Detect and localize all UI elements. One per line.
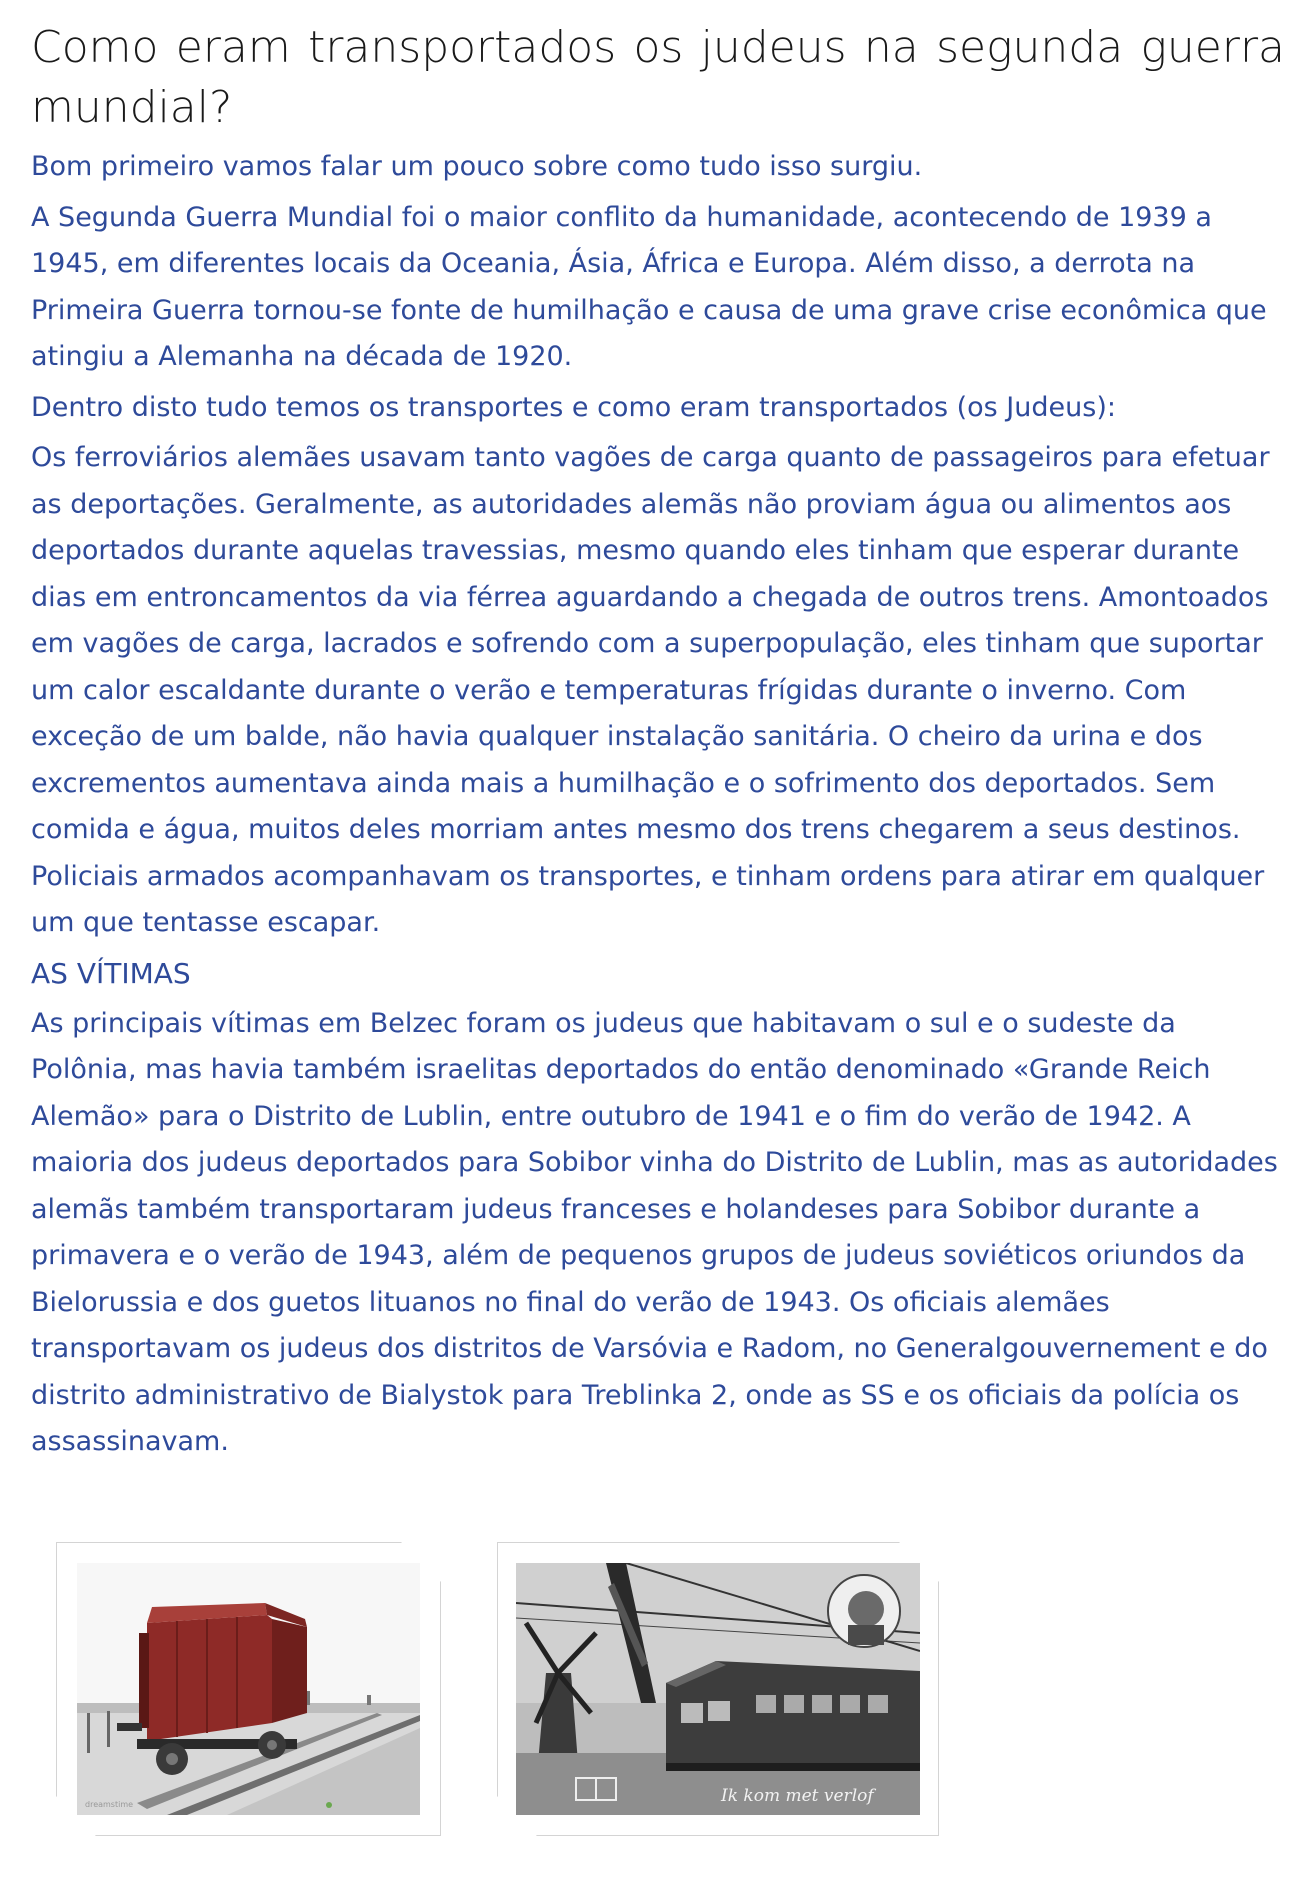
freight-wagon-photo: [56, 1542, 441, 1836]
intro-paragraph: Bom primeiro vamos falar um pouco sobre como tudo isso surgiu.: [31, 151, 923, 182]
photo-caption: Ik kom met verlof: [721, 1786, 874, 1806]
transport-intro-paragraph: Dentro disto tudo temos os transportes e como eram transportados (os Judeus):: [31, 391, 1116, 423]
victims-paragraph: As principais vítimas em Belzec foram os judeus que habitavam o sul e o sudeste da Polônia, mas havia também israelitas deportados do então denominado «Grande Reich Alemão» para o Distrito de Lublin, entre outubro de 1941 e o fim do verão de 1942. A maioria dos judeus deportados para Sobibor vinha do Distrito de Lublin, mas as autoridades alemãs também transportaram judeus franceses e holandeses para Sobibor durante a primavera e o verão de 1943, além de pequenos grupos de judeus soviéticos oriundos da Bielorussia e dos guetos lituanos no final do verão de 1943. Os oficiais alemães transportavam os judeus dos distritos de Varsóvia e Radom, no Generalgouvernement e do distrito administrativo de Bialystok para Treblinka 2, onde as SS e os oficiais da polícia os assassinavam.: [31, 1007, 1278, 1457]
victims-heading: AS VÍTIMAS: [31, 956, 191, 990]
context-paragraph: A Segunda Guerra Mundial foi o maior conflito da humanidade, acontecendo de 1939 a 1945, em diferentes locais da Oceania, Ásia, África e Europa. Além disso, a derrota na Primeira Guerra tornou-se fonte de humilhação e causa de uma grave crise econômica que atingiu a Alemanha na década de 1920.: [31, 201, 1267, 372]
vintage-train-photo: [497, 1542, 939, 1836]
vintage-train-image: [516, 1563, 920, 1815]
freight-wagon-image: [77, 1563, 420, 1815]
photo-watermark: dreamstime: [85, 1800, 134, 1809]
page-title: Como eram transportados os judeus na segunda guerra mundial?: [31, 22, 1285, 133]
document-page: [31, 18, 1285, 1470]
transport-paragraph: Os ferroviários alemães usavam tanto vagões de carga quanto de passageiros para efetuar as deportações. Geralmente, as autoridades alemãs não proviam água ou alimentos aos deportados durante aquelas travessias, mesmo quando eles tinham que esperar durante dias em entroncamentos da via férrea aguardando a chegada de outros trens. Amontoados em vagões de carga, lacrados e sofrendo com a superpopulação, eles tinham que suportar um calor escaldante durante o verão e temperaturas frígidas durante o inverno. Com exceção de um balde, não havia qualquer instalação sanitária. O cheiro da urina e dos excrementos aumentava ainda mais a humilhação e o sofrimento dos deportados. Sem comida e água, muitos deles morriam antes mesmo dos trens chegarem a seus destinos. Policiais armados acompanhavam os transportes, e tinham ordens para atirar em qualquer um que tentasse escapar.: [31, 442, 1270, 938]
